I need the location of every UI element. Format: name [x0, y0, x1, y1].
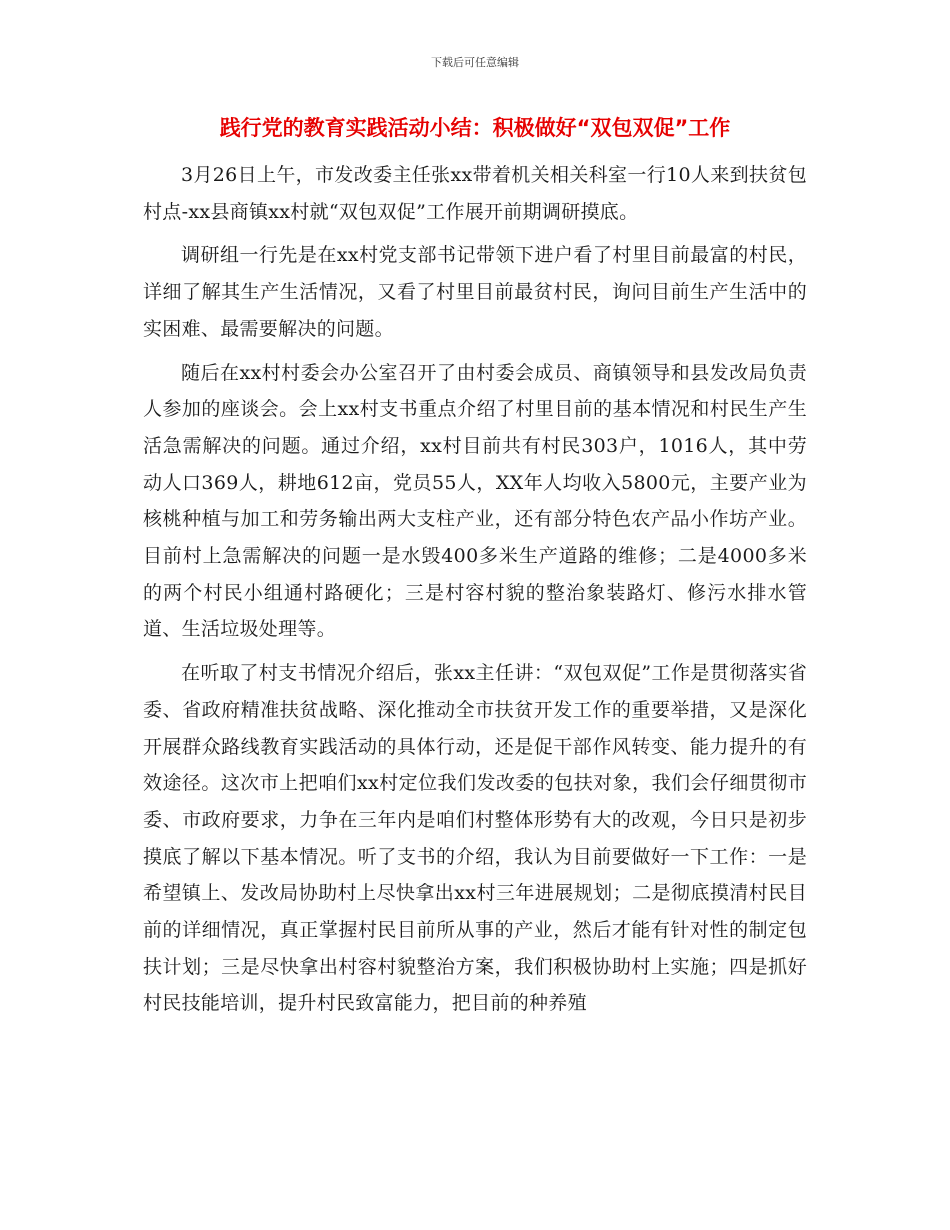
page-header: 下载后可任意编辑: [431, 56, 519, 69]
document-title: 践行党的教育实践活动小结：积极做好“双包双促”工作: [219, 116, 731, 140]
paragraph-1: 3月26日上午，市发改委主任张xx带着机关相关科室一行10人来到扶贫包村点-xx县商镇xx村就“双包双促”工作展开前期调研摸底。: [143, 164, 807, 223]
document-body: [143, 157, 807, 1029]
paragraph-3: 随后在xx村村委会办公室召开了由村委会成员、商镇领导和县发改局负责人参加的座谈会。会上xx村支书重点介绍了村里目前的基本情况和村民生产生活急需解决的问题。通过介绍，xx村目前共有村民303户，1016人，其中劳动人口369人，耕地612亩，党员55人，XX年人均收入5800元，主要产业为核桃种植与加工和劳务输出两大支柱产业，还有部分特色农产品小作坊产业。目前村上急需解决的问题一是水毁400多米生产道路的维修；二是4000多米的两个村民小组通村路硬化；三是村容村貌的整治象装路灯、修污水排水管道、生活垃圾处理等。: [143, 361, 807, 641]
paragraph-4: 在听取了村支书情况介绍后，张xx主任讲：“双包双促”工作是贯彻落实省委、省政府精准扶贫战略、深化推动全市扶贫开发工作的重要举措，又是深化开展群众路线教育实践活动的具体行动，还是促干部作风转变、能力提升的有效途径。这次市上把咱们xx村定位我们发改委的包扶对象，我们会仔细贯彻市委、市政府要求，力争在三年内是咱们村整体形势有大的改观，今日只是初步摸底了解以下基本情况。听了支书的介绍，我认为目前要做好一下工作：一是希望镇上、发改局协助村上尽快拿出xx村三年进展规划；二是彻底摸清村民目前的详细情况，真正掌握村民目前所从事的产业，然后才能有针对性的制定包扶计划；三是尽快拿出村容村貌整治方案，我们积极协助村上实施；四是抓好村民技能培训，提升村民致富能力，把目前的种养殖: [143, 662, 807, 1015]
paragraph-2: 调研组一行先是在xx村党支部书记带领下进户看了村里目前最富的村民，详细了解其生产生活情况，又看了村里目前最贫村民，询问目前生产生活中的实困难、最需要解决的问题。: [143, 244, 807, 340]
